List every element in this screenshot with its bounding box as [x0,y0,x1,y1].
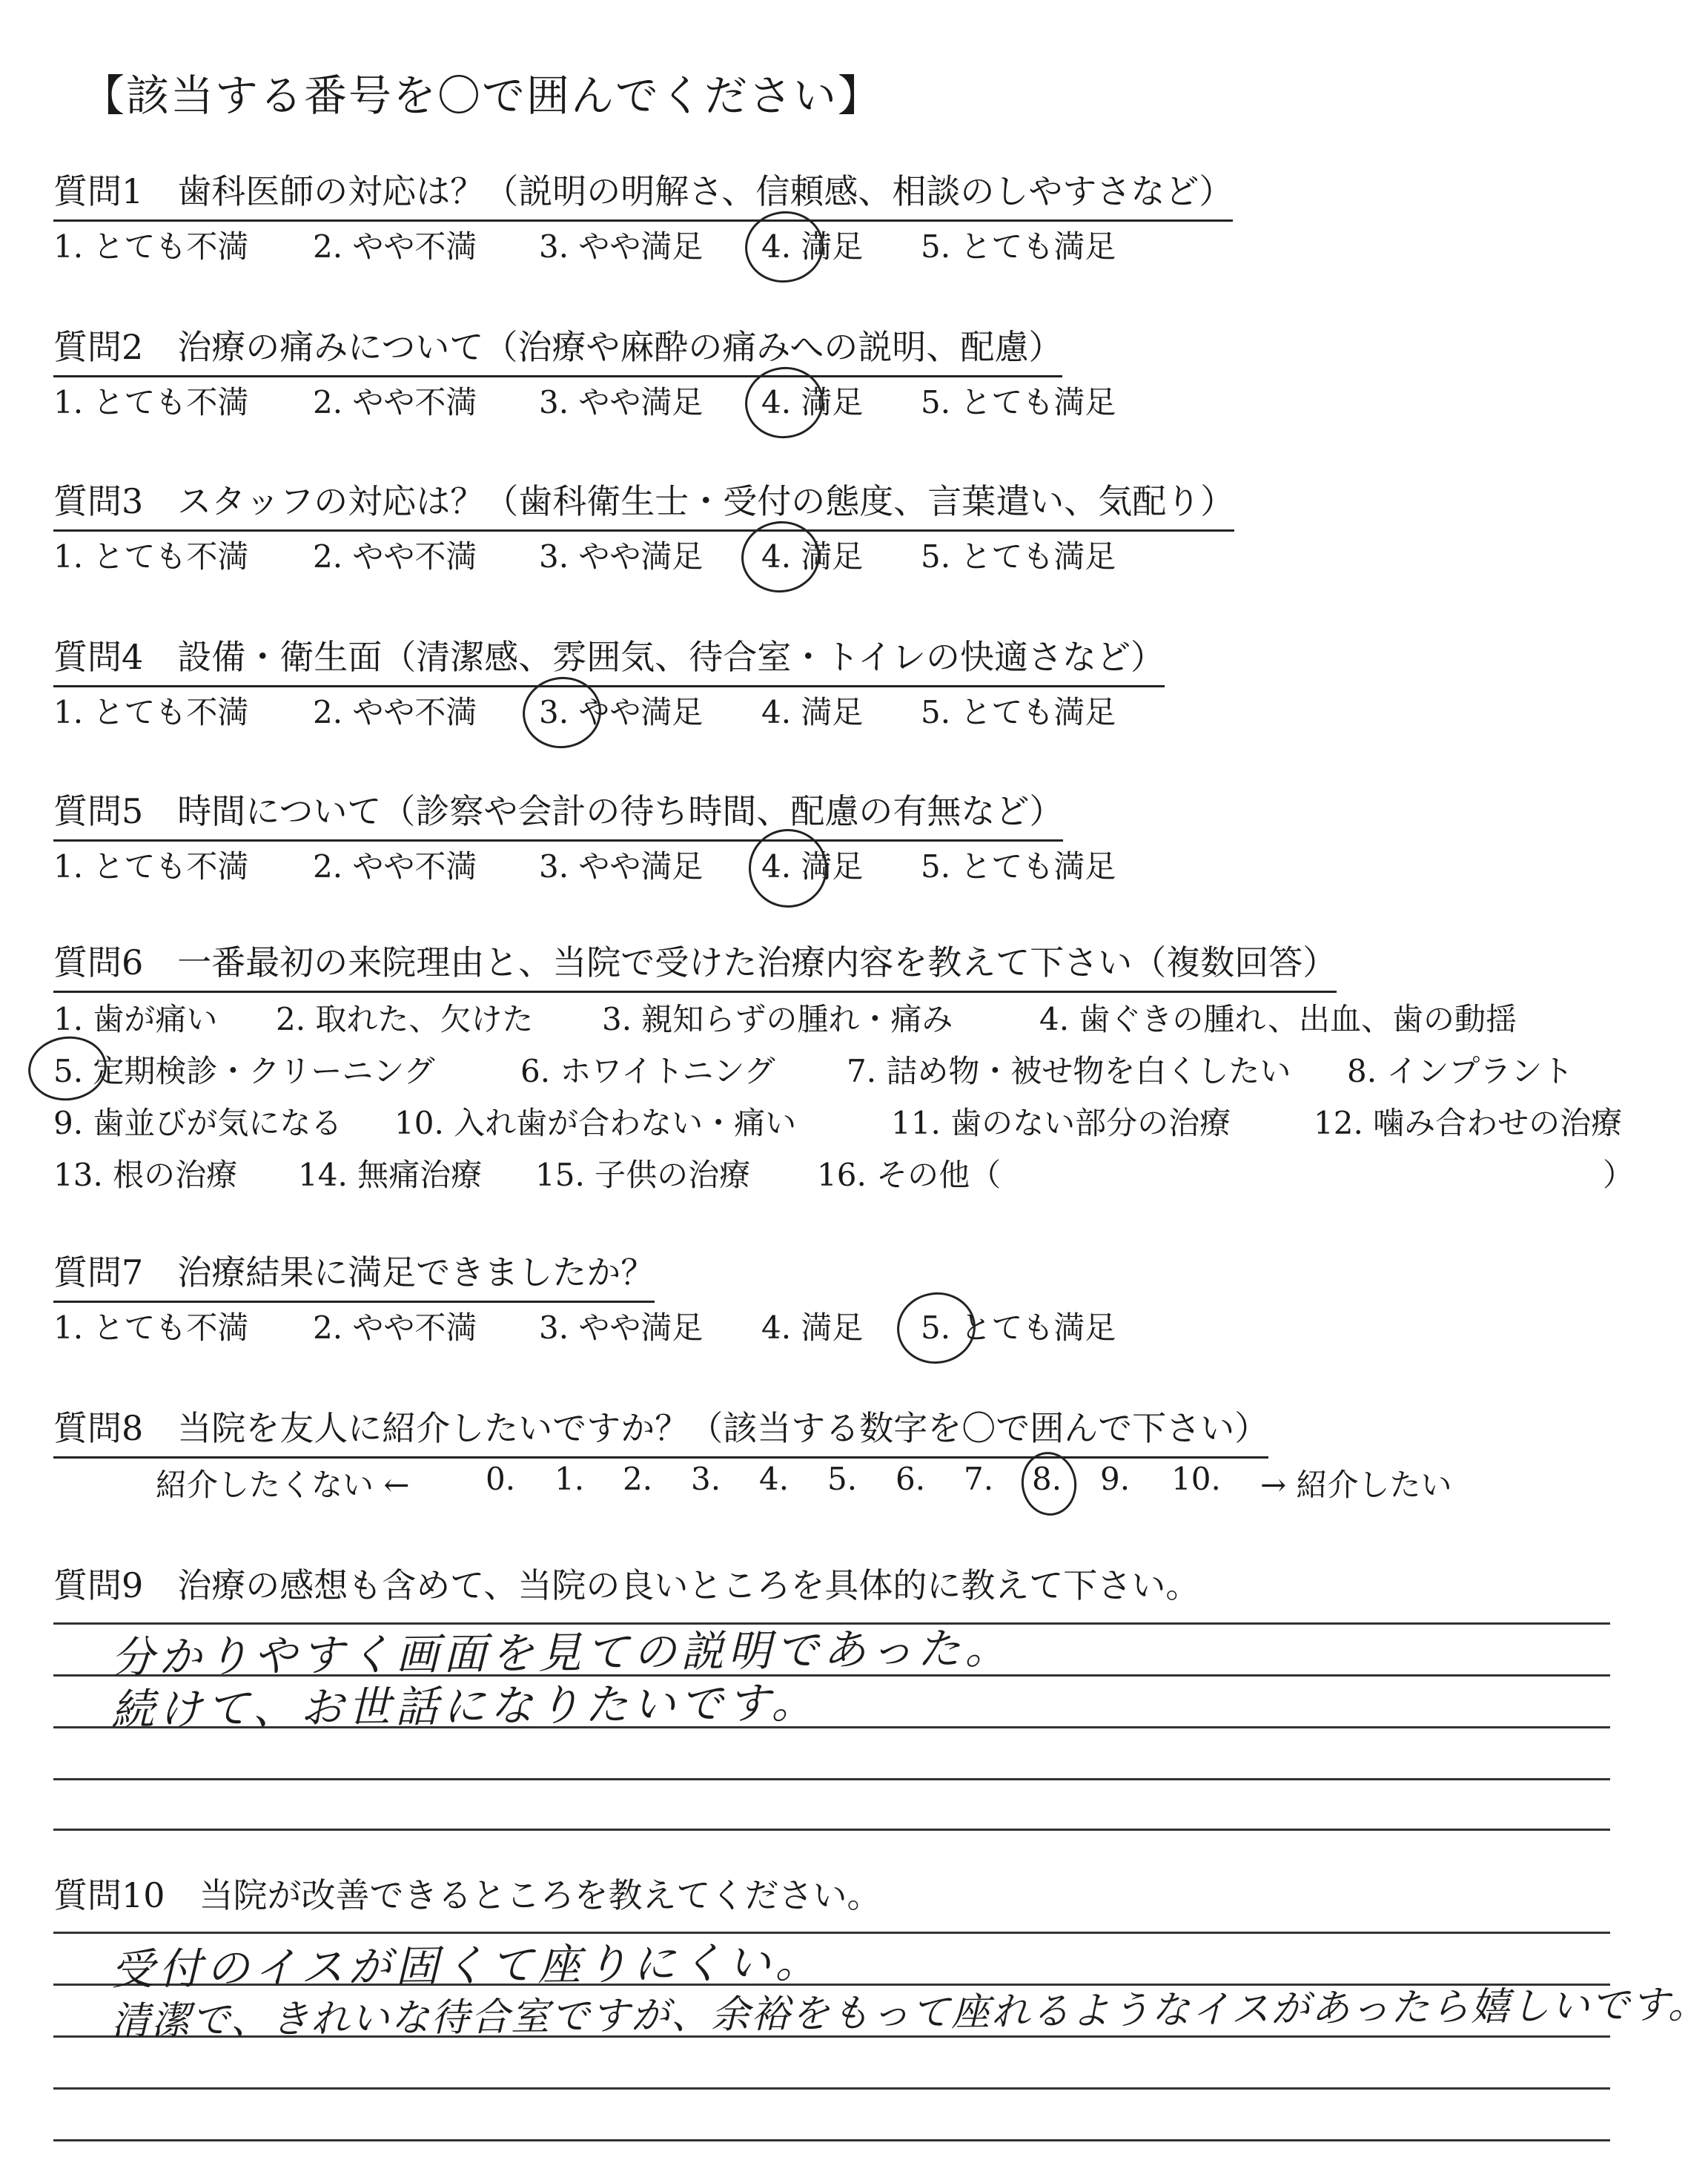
q5-option-1[interactable]: 1. とても不満 [53,848,249,885]
q10-answer-line-4 [53,2087,1610,2090]
q1-option-5[interactable]: 5. とても満足 [921,228,1116,265]
q6-option-2[interactable]: 2. 取れた、欠けた [276,1001,534,1037]
q1-title: 質問1 歯科医師の対応は？（説明の明解さ、信頼感、相談のしやすさなど） [53,165,1233,222]
q6-option-9[interactable]: 9. 歯並びが気になる [53,1105,342,1141]
q9-handwritten-answer-1: 分かりやすく画面を見ての説明であった。 [110,1622,1013,1683]
q7-option-2[interactable]: 2. やや不満 [313,1309,477,1346]
q5-option-2[interactable]: 2. やや不満 [313,848,477,885]
q6-option-4[interactable]: 4. 歯ぐきの腫れ、出血、歯の動揺 [1039,1001,1517,1037]
q6-option-8[interactable]: 8. インプラント [1347,1053,1574,1089]
q5-title: 質問5 時間について（診察や会計の待ち時間、配慮の有無など） [53,785,1063,842]
q6-option-14[interactable]: 14. 無痛治療 [298,1157,483,1193]
q4-option-5[interactable]: 5. とても満足 [921,694,1116,730]
q3-option-4[interactable]: 4. 満足 [761,538,864,575]
q7-option-1[interactable]: 1. とても不満 [53,1309,249,1346]
q7-selection-circle [893,1287,980,1369]
q8-number-2[interactable]: 2. [623,1461,653,1497]
q4-title: 質問4 設備・衛生面（清潔感、雰囲気、待合室・トイレの快適さなど） [53,630,1165,687]
q10-handwritten-answer-1: 受付のイスが固くて座りにくい。 [110,1936,823,1995]
q8-left-label: 紹介したくない ← [156,1467,410,1503]
q10-handwritten-answer-2: 清潔で、きれいな待合室ですが、余裕をもって座れるようなイスがあったら嬉しいです。 [110,1982,1708,2044]
q3-option-1[interactable]: 1. とても不満 [53,538,249,575]
q8-title: 質問8 当院を友人に紹介したいですか？（該当する数字を〇で囲んで下さい） [53,1401,1268,1459]
q4-option-1[interactable]: 1. とても不満 [53,694,249,730]
q9-title: 質問9 治療の感想も含めて、当院の良いところを具体的に教えて下さい。 [53,1565,1200,1605]
q2-option-2[interactable]: 2. やや不満 [313,384,477,420]
q6-option-1[interactable]: 1. 歯が痛い [53,1001,218,1037]
q8-number-5[interactable]: 5. [827,1461,858,1497]
q4-option-4[interactable]: 4. 満足 [761,694,864,730]
q2-option-4[interactable]: 4. 満足 [761,384,864,420]
q5-option-5[interactable]: 5. とても満足 [921,848,1116,885]
q6-option-11[interactable]: 11. 歯のない部分の治療 [891,1105,1231,1141]
q1-option-2[interactable]: 2. やや不満 [313,228,477,265]
q8-number-8[interactable]: 8. [1032,1461,1062,1497]
q7-title: 質問7 治療結果に満足できましたか？ [53,1246,655,1303]
q1-option-4[interactable]: 4. 満足 [761,228,864,265]
q3-option-5[interactable]: 5. とても満足 [921,538,1116,575]
q7-option-3[interactable]: 3. やや満足 [539,1309,704,1346]
q8-right-label: → 紹介したい [1260,1467,1452,1503]
q6-option-13[interactable]: 13. 根の治療 [53,1157,238,1193]
q1-option-1[interactable]: 1. とても不満 [53,228,249,265]
q1-option-3[interactable]: 3. やや満足 [539,228,704,265]
q8-number-0[interactable]: 0. [486,1461,516,1497]
q6-other-close-paren: ） [1603,1157,1635,1193]
q8-number-9[interactable]: 9. [1100,1461,1131,1497]
q6-title: 質問6 一番最初の来院理由と、当院で受けた治療内容を教えて下さい（複数回答） [53,936,1337,993]
q6-option-3[interactable]: 3. 親知らずの腫れ・痛み [602,1001,953,1037]
q8-selection-circle [1017,1448,1080,1519]
q3-title: 質問3 スタッフの対応は？（歯科衛生士・受付の態度、言葉遣い、気配り） [53,475,1234,532]
q3-option-3[interactable]: 3. やや満足 [539,538,704,575]
q6-option-6[interactable]: 6. ホワイトニング [520,1053,775,1089]
q10-answer-line-5 [53,2139,1610,2141]
page-heading: 【該当する番号を〇で囲んでください】 [82,70,883,121]
q10-title: 質問10 当院が改善できるところを教えてください。 [53,1875,881,1915]
q5-option-3[interactable]: 3. やや満足 [539,848,704,885]
q8-number-4[interactable]: 4. [759,1461,790,1497]
q8-number-1[interactable]: 1. [555,1461,585,1497]
q6-option-7[interactable]: 7. 詰め物・被せ物を白くしたい [847,1053,1291,1089]
q8-number-3[interactable]: 3. [691,1461,721,1497]
q4-option-2[interactable]: 2. やや不満 [313,694,477,730]
q4-option-3[interactable]: 3. やや満足 [539,694,704,730]
q6-option-15[interactable]: 15. 子供の治療 [535,1157,751,1193]
q6-selection-circle [24,1031,111,1106]
q3-option-2[interactable]: 2. やや不満 [313,538,477,575]
q6-option-5[interactable]: 5. 定期検診・クリーニング [53,1053,435,1089]
q9-answer-line-4 [53,1778,1610,1780]
q8-number-7[interactable]: 7. [964,1461,994,1497]
q8-number-10[interactable]: 10. [1171,1461,1221,1497]
q7-option-5[interactable]: 5. とても満足 [921,1309,1116,1346]
q6-option-12[interactable]: 12. 噛み合わせの治療 [1314,1105,1623,1141]
q7-option-4[interactable]: 4. 満足 [761,1309,864,1346]
q9-handwritten-answer-2: 続けて、お世話になりたいです。 [110,1677,819,1735]
q8-number-6[interactable]: 6. [896,1461,926,1497]
q2-option-3[interactable]: 3. やや満足 [539,384,704,420]
q2-title: 質問2 治療の痛みについて（治療や麻酔の痛みへの説明、配慮） [53,320,1062,377]
q9-answer-line-5 [53,1829,1610,1831]
q2-option-5[interactable]: 5. とても満足 [921,384,1116,420]
q6-option-10[interactable]: 10. 入れ歯が合わない・痛い [394,1105,797,1141]
q6-option-16[interactable]: 16. その他（ [817,1157,1002,1193]
q5-option-4[interactable]: 4. 満足 [761,848,864,885]
q2-option-1[interactable]: 1. とても不満 [53,384,249,420]
